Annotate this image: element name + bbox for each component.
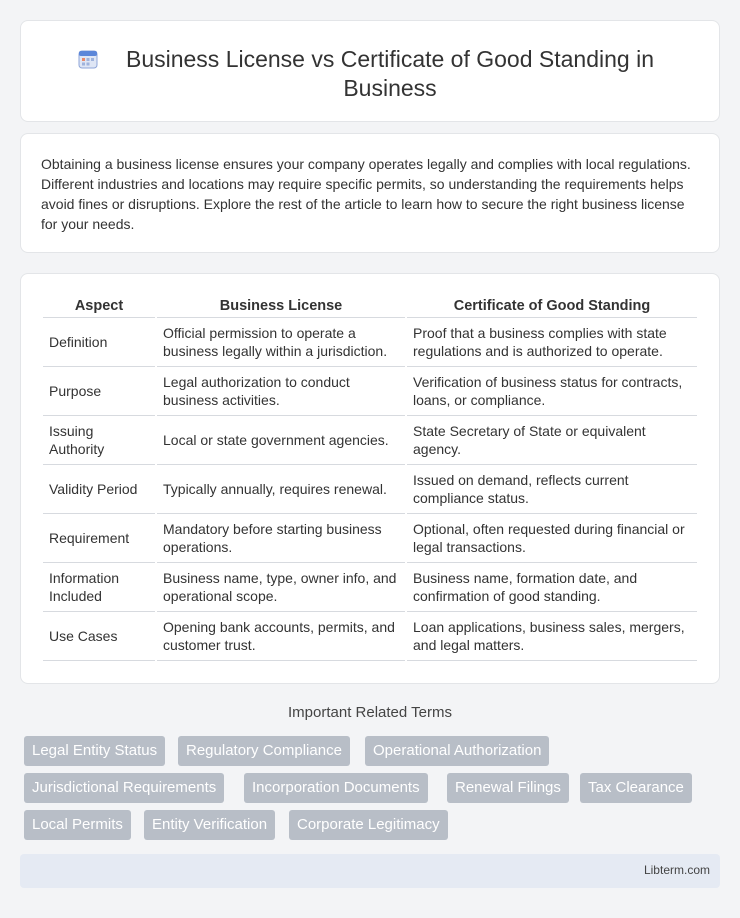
row-certificate: Optional, often requested during financial or legal transactions. xyxy=(407,514,697,563)
row-business-license: Business name, type, owner info, and operational scope. xyxy=(157,563,405,612)
row-business-license: Local or state government agencies. xyxy=(157,416,405,465)
comparison-card xyxy=(20,273,720,684)
header-certificate: Certificate of Good Standing xyxy=(407,296,697,318)
tag-corporate-legitimacy[interactable]: Corporate Legitimacy xyxy=(289,810,448,840)
intro-paragraph: Obtaining a business license ensures your company operates legally and complies with local regulations. Different industries and locations may require specific permits, so understanding the requirements helps avoid fines or disruptions. Explore the rest of the article to learn how to secure the right business license for your needs. xyxy=(41,156,691,232)
tag-legal-entity-status[interactable]: Legal Entity Status xyxy=(24,736,165,766)
table-row xyxy=(43,514,697,563)
table-row xyxy=(43,465,697,514)
comparison-table xyxy=(41,296,699,661)
row-aspect: Purpose xyxy=(43,367,155,416)
footer xyxy=(20,854,720,888)
table-header-row xyxy=(43,296,697,318)
tag-incorporation-documents[interactable]: Incorporation Documents xyxy=(244,773,428,803)
row-certificate: Loan applications, business sales, mergers, and legal matters. xyxy=(407,612,697,661)
calendar-icon xyxy=(77,48,99,70)
intro-card xyxy=(20,133,720,253)
row-certificate: Business name, formation date, and confirmation of good standing. xyxy=(407,563,697,612)
row-business-license: Opening bank accounts, permits, and customer trust. xyxy=(157,612,405,661)
row-aspect: Requirement xyxy=(43,514,155,563)
row-aspect: Definition xyxy=(43,318,155,367)
row-aspect: Information Included xyxy=(43,563,155,612)
row-business-license: Mandatory before starting business operations. xyxy=(157,514,405,563)
tag-tax-clearance[interactable]: Tax Clearance xyxy=(580,773,692,803)
row-aspect: Use Cases xyxy=(43,612,155,661)
tag-entity-verification[interactable]: Entity Verification xyxy=(144,810,275,840)
tag-renewal-filings[interactable]: Renewal Filings xyxy=(447,773,569,803)
tag-jurisdictional-requirements[interactable]: Jurisdictional Requirements xyxy=(24,773,224,803)
header-business-license: Business License xyxy=(157,296,405,318)
footer-brand[interactable]: Libterm.com xyxy=(643,863,710,877)
table-row xyxy=(43,612,697,661)
row-aspect: Validity Period xyxy=(43,465,155,514)
row-business-license: Legal authorization to conduct business activities. xyxy=(157,367,405,416)
row-certificate: Verification of business status for contracts, loans, or compliance. xyxy=(407,367,697,416)
row-aspect: Issuing Authority xyxy=(43,416,155,465)
row-certificate: Proof that a business complies with state regulations and is authorized to operate. xyxy=(407,318,697,367)
table-row xyxy=(43,318,697,367)
title-card xyxy=(20,20,720,122)
row-business-license: Typically annually, requires renewal. xyxy=(157,465,405,514)
row-certificate: Issued on demand, reflects current compliance status. xyxy=(407,465,697,514)
related-terms-title: Important Related Terms xyxy=(288,704,452,721)
row-business-license: Official permission to operate a business legally within a jurisdiction. xyxy=(157,318,405,367)
tag-operational-authorization[interactable]: Operational Authorization xyxy=(365,736,549,766)
table-row xyxy=(43,416,697,465)
table-row xyxy=(43,563,697,612)
page-title: Business License vs Certificate of Good Standing in Business xyxy=(125,46,654,101)
row-certificate: State Secretary of State or equivalent agency. xyxy=(407,416,697,465)
header-aspect: Aspect xyxy=(43,296,155,318)
table-row xyxy=(43,367,697,416)
tag-regulatory-compliance[interactable]: Regulatory Compliance xyxy=(178,736,350,766)
tag-local-permits[interactable]: Local Permits xyxy=(24,810,131,840)
